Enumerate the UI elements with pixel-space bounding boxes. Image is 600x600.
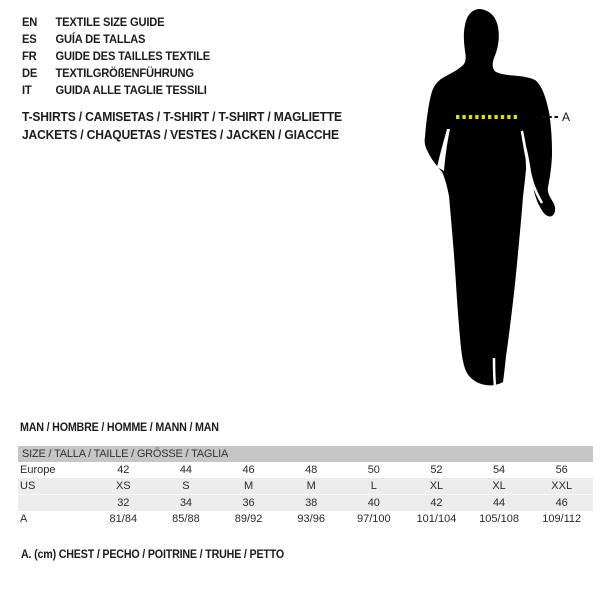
table-cell: XL	[492, 480, 506, 492]
table-cell: 42	[430, 497, 443, 509]
section-title: MAN / HOMBRE / HOMME / MANN / MAN	[20, 422, 219, 434]
table-cell: 56	[555, 464, 568, 476]
table-cell: 89/92	[234, 513, 263, 525]
table-cell: 32	[117, 497, 130, 509]
lang-title-es: GUÍA DE TALLAS	[55, 31, 146, 46]
table-cell: 85/88	[172, 513, 200, 525]
table-cell: 50	[367, 464, 380, 476]
measure-label-a: A	[562, 110, 571, 124]
table-cell: XL	[429, 480, 444, 492]
lang-title-en: TEXTILE SIZE GUIDE	[55, 14, 165, 29]
table-row-chest-a	[18, 511, 593, 527]
row-label-us: US	[20, 480, 36, 492]
size-table	[18, 446, 593, 527]
lang-code-de: DE	[22, 65, 38, 80]
lang-code-en: EN	[22, 14, 38, 29]
table-cell: XXL	[551, 480, 573, 492]
feet-notch	[494, 358, 495, 386]
table-cell: 46	[555, 497, 568, 509]
table-cell: 109/112	[542, 513, 582, 525]
measure-footnote: A. (cm) CHEST / PECHO / POITRINE / TRUHE / PETTO	[21, 549, 285, 561]
man-silhouette	[425, 9, 556, 385]
size-table-header-label: SIZE / TALLA / TAILLE / GRÖSSE / TAGLIA	[22, 448, 229, 460]
table-row-europe	[18, 462, 593, 478]
table-cell: 44	[492, 497, 506, 509]
table-cell: XS	[115, 480, 131, 492]
table-cell: 40	[367, 497, 380, 509]
table-cell: 44	[179, 464, 193, 476]
table-row-uk	[18, 494, 593, 511]
table-cell: 38	[305, 497, 318, 509]
lang-code-es: ES	[22, 31, 37, 46]
table-row-us	[18, 478, 593, 494]
table-cell: 46	[242, 464, 255, 476]
size-table-header	[18, 446, 593, 462]
table-cell: 48	[305, 464, 318, 476]
row-label-europe: Europe	[20, 464, 56, 476]
table-cell: 52	[430, 464, 443, 476]
lang-code-fr: FR	[22, 48, 37, 63]
table-cell: 97/100	[356, 513, 391, 525]
table-cell: 54	[492, 464, 506, 476]
category-tshirts: T-SHIRTS / CAMISETAS / T-SHIRT / T-SHIRT / MAGLIETTE	[22, 109, 342, 124]
table-cell: M	[306, 480, 316, 492]
lang-code-it: IT	[22, 82, 32, 97]
row-label-a: A	[20, 513, 28, 525]
table-cell: 93/96	[297, 513, 325, 525]
lang-title-fr: GUIDE DES TAILLES TEXTILE	[55, 48, 210, 63]
table-cell: M	[243, 480, 254, 492]
lang-title-de: TEXTILGRÖßENFÜHRUNG	[55, 65, 194, 80]
table-cell: 101/104	[416, 513, 457, 525]
lang-title-it: GUIDA ALLE TAGLIE TESSILI	[55, 82, 207, 97]
category-jackets: JACKETS / CHAQUETAS / VESTES / JACKEN / GIACCHE	[22, 127, 339, 142]
table-cell: 34	[179, 497, 193, 509]
table-cell: 105/108	[479, 513, 519, 525]
table-cell: 36	[242, 497, 255, 509]
table-cell: S	[182, 480, 190, 492]
table-cell: 81/84	[109, 513, 138, 525]
table-cell: 42	[117, 464, 130, 476]
table-cell: L	[370, 480, 377, 492]
